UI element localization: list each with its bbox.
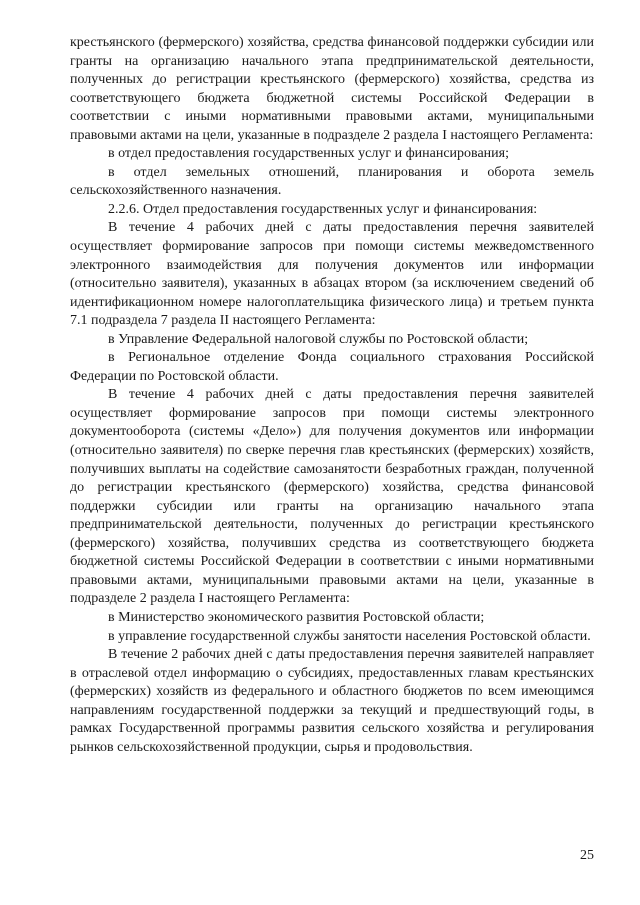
paragraph: крестьянского (фермерского) хозяйства, средства финансовой поддержки субсидии или гранты на организацию начального этапа предпринимательской деятельности, полученных до регистрации крестьянского (фермерского) хозяйства, средства из соответствующего бюджета бюджетной системы Российской Федерации в соответствии с иными нормативными правовыми актами, муниципальными правовыми актами на цели, указанные в подразделе 2 раздела I настоящего Регламента: — [70, 35, 594, 143]
document-body — [70, 34, 594, 757]
paragraph: в отдел земельных отношений, планирования и оборота земель сельскохозяйственного назначения. — [70, 164, 594, 199]
paragraph: в управление государственной службы занятости населения Ростовской области. — [108, 628, 591, 644]
paragraph: В течение 4 рабочих дней с даты предоставления перечня заявителей осуществляет формирование запросов при помощи системы межведомственного электронного взаимодействия для получения документов или информации (относительно заявителя), указанных в абзацах втором (за исключением сведений об идентификационном номере налогоплательщика физического лица) и третьем пункта 7.1 подраздела 7 раздела II настоящего Регламента: — [70, 220, 594, 329]
paragraph: в Региональное отделение Фонда социального страхования Российской Федерации по Ростовской области. — [70, 350, 594, 384]
paragraph: В течение 4 рабочих дней с даты предоставления перечня заявителей осуществляет формирование запросов при помощи системы электронного документооборота (системы «Дело») для получения документов или информации (относительно заявителя) по сверке перечня глав крестьянских (фермерских) хозяйств, получивших выплаты на содействие самозанятости безработных граждан, полученной до регистрации крестьянского (фермерского) хозяйства, средства финансовой поддержки субсидии или гранты на организацию начального этапа предпринимательской деятельности, полученных до регистрации крестьянского (фермерского) хозяйства, получивших средства из соответствующего бюджета бюджетной системы Российской Федерации в соответствии с иными нормативными правовыми актами, муниципальными правовыми актами на цели, указанные в подразделе 2 раздела I настоящего Регламента: — [70, 387, 594, 607]
paragraph: в Управление Федеральной налоговой службы по Ростовской области; — [108, 331, 529, 347]
paragraph: 2.2.6. Отдел предоставления государственных услуг и финансирования: — [108, 201, 538, 217]
paragraph: в отдел предоставления государственных услуг и финансирования; — [108, 146, 509, 162]
paragraph: в Министерство экономического развития Ростовской области; — [108, 609, 485, 625]
page-number: 25 — [580, 848, 594, 863]
paragraph: В течение 2 рабочих дней с даты предоставления перечня заявителей направляет в отраслевой отдел информацию о субсидиях, предоставленных главам крестьянских (фермерских) хозяйств из федерального и областного бюджетов по всем имеющимся направлениям государственной поддержки за текущий и предшествующий годы, в рамках Государственной программы развития сельского хозяйства и регулирования рынков сельскохозяйственной продукции, сырья и продовольствия. — [70, 647, 594, 755]
